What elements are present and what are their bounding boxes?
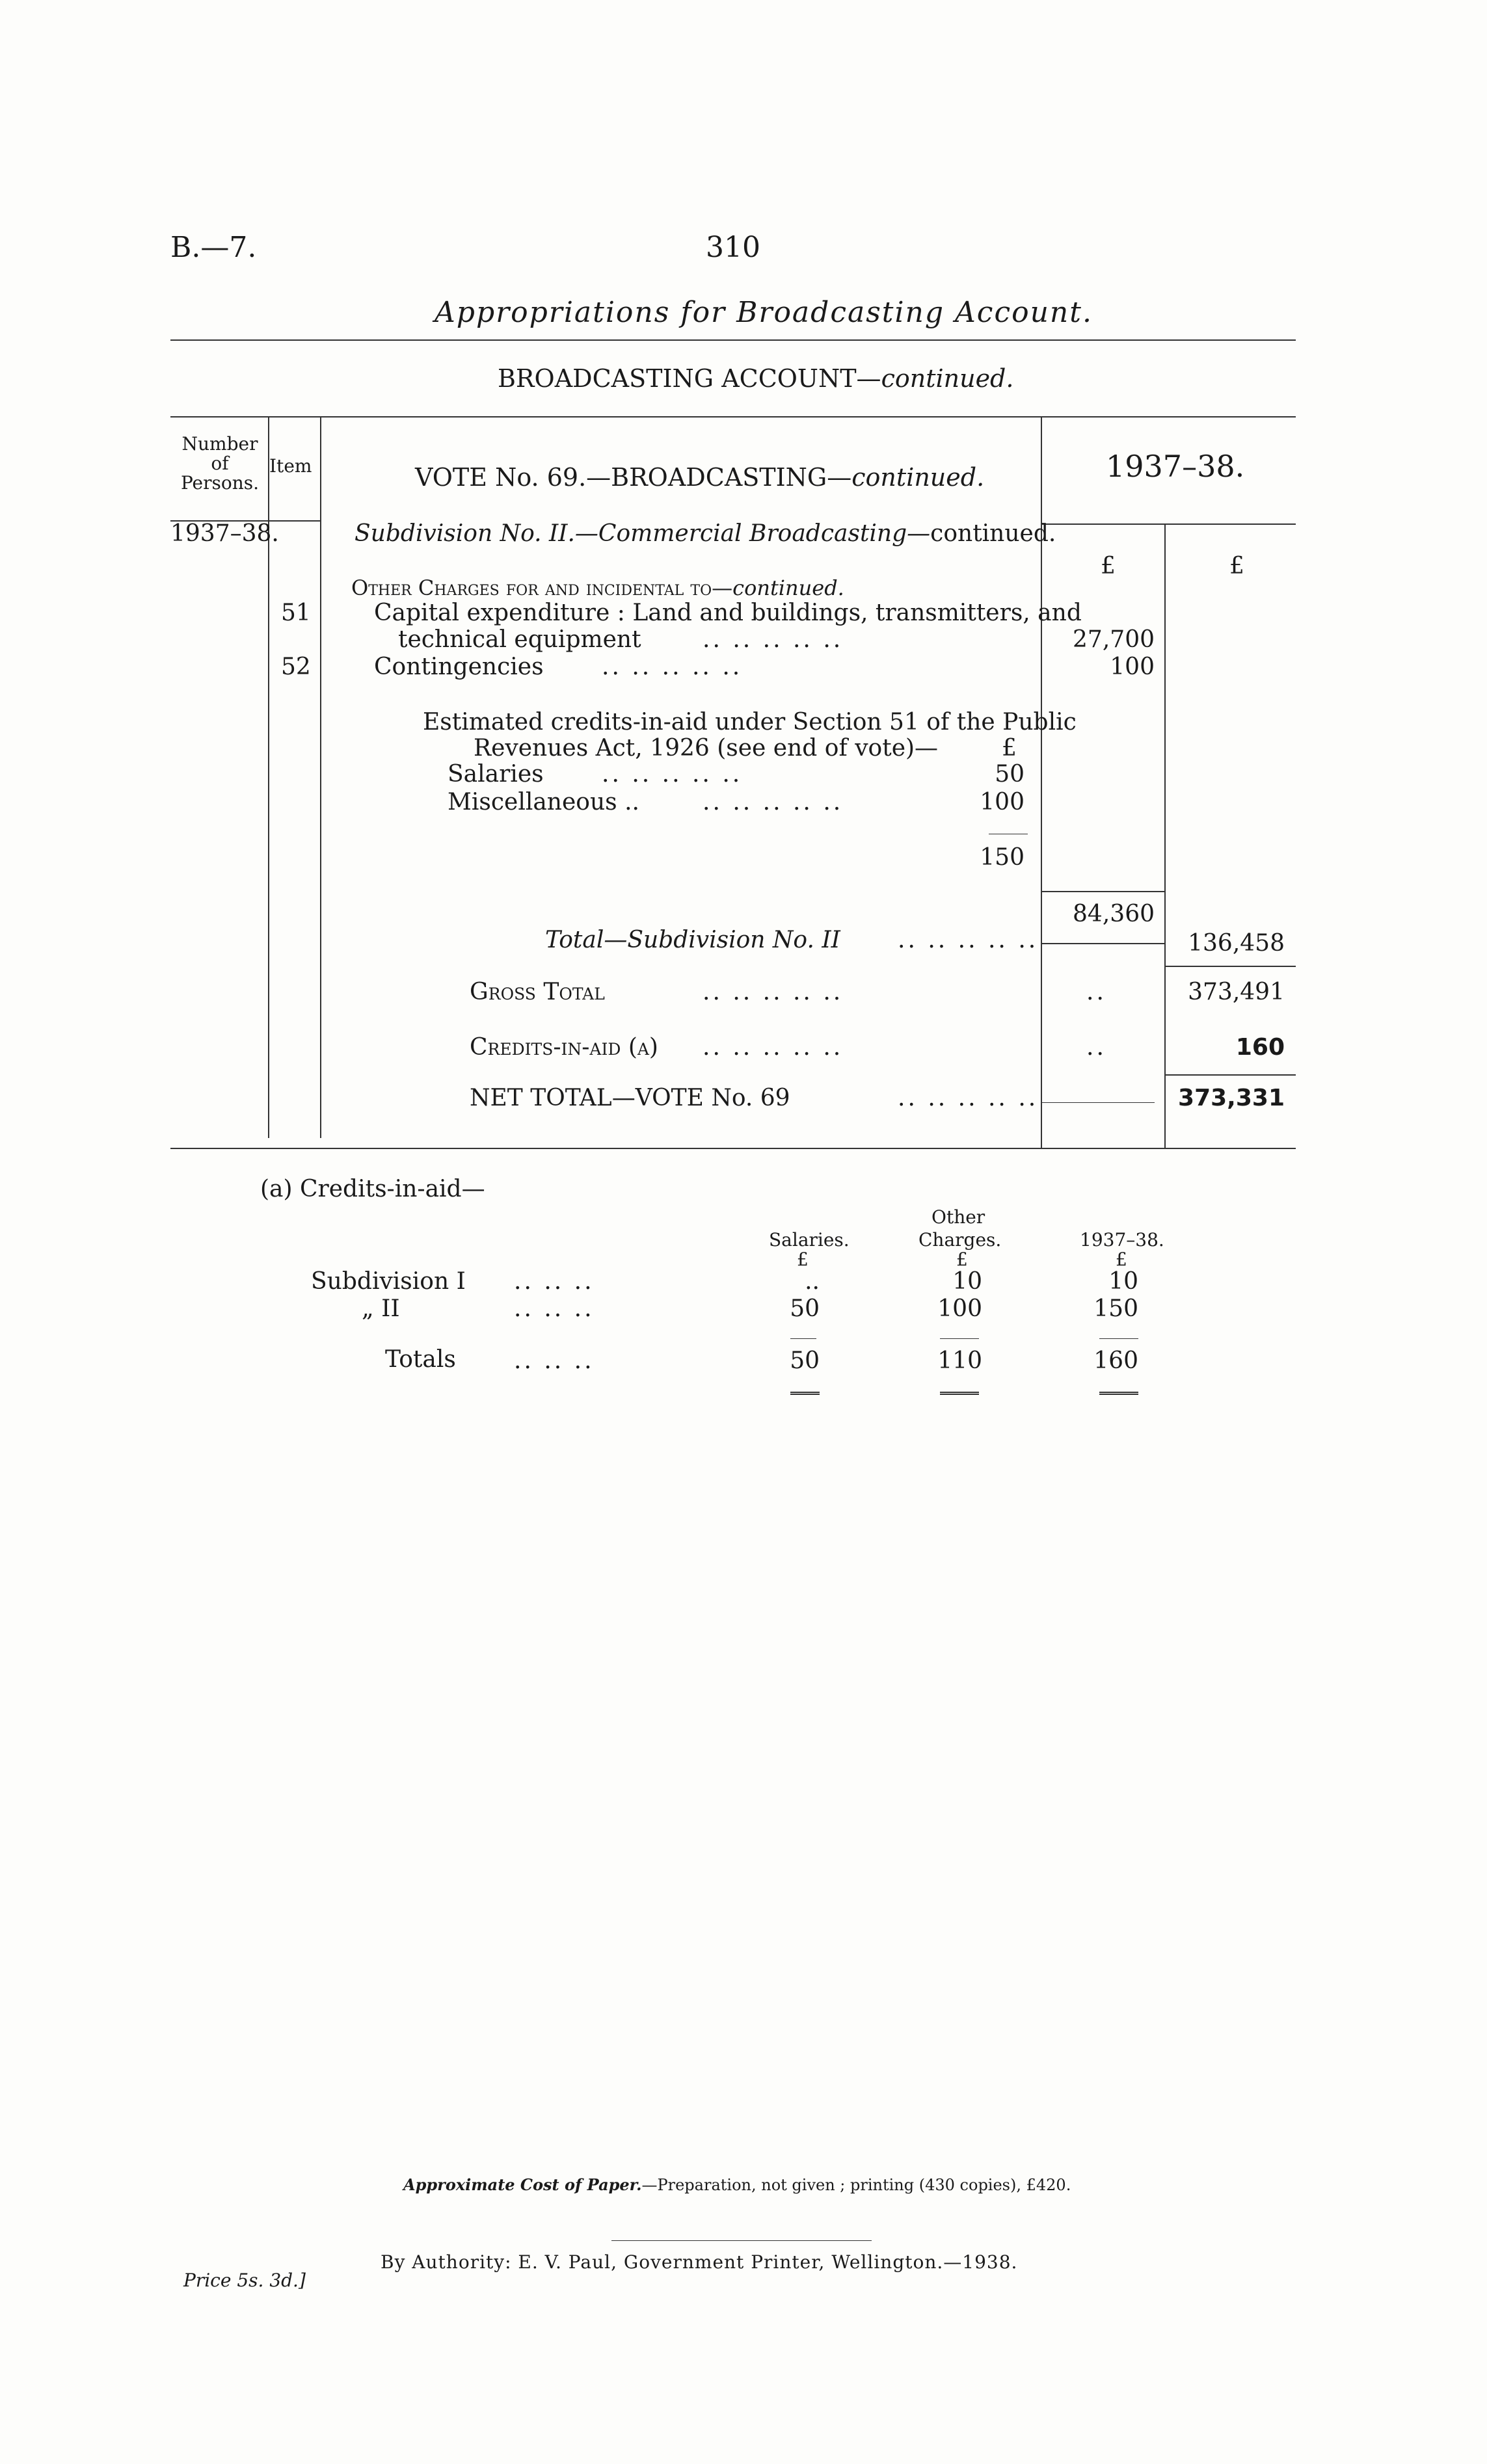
leader-dots: .. .. .. .. ..	[602, 654, 743, 680]
footnote-row-label: „ II	[362, 1295, 400, 1322]
item-description: Contingencies	[374, 654, 544, 680]
item-number: 51	[281, 600, 311, 626]
year-header-rule	[1041, 523, 1296, 525]
footnote-total-other: 110	[937, 1347, 982, 1374]
footnote-header-salaries: Salaries.	[769, 1229, 850, 1251]
leader-dots: .. .. ..	[514, 1268, 595, 1295]
gross-total-value: 373,491	[1188, 979, 1285, 1005]
footnote-cell-other: 100	[937, 1295, 982, 1322]
footnote-pound-other: £	[956, 1249, 968, 1270]
footnote-sum-rule	[1099, 1338, 1138, 1339]
total-subdivision-label: Total—Subdivision No. II	[545, 927, 840, 953]
account-heading	[498, 364, 1013, 393]
item-value: 27,700	[1073, 626, 1155, 653]
footnote-cell-year: 10	[1108, 1268, 1138, 1295]
subtotal-value: 84,360	[1073, 901, 1155, 927]
footnote-cell-year: 150	[1093, 1295, 1138, 1322]
gross-total-label: Gross Total	[470, 979, 605, 1005]
subdivision-title: Subdivision No. II.—Commercial Broadcasting—	[355, 520, 931, 547]
credits-total: 150	[980, 844, 1025, 871]
net-total-value: 373,331	[1178, 1085, 1285, 1111]
footnote-pound-salaries: £	[797, 1249, 809, 1270]
leader-dots: .. .. ..	[514, 1347, 595, 1374]
col-divider-amounts	[1164, 523, 1166, 1148]
other-charges-label: Other Charges for and incidental to—	[351, 576, 733, 600]
footer-rule	[611, 2240, 872, 2241]
footnote-pound-year: £	[1116, 1249, 1127, 1270]
credits-item-label: Miscellaneous ..	[448, 789, 639, 815]
credits-pound: £	[1002, 735, 1017, 762]
credits-rule	[1164, 1074, 1296, 1076]
leader-dots: .. .. .. .. ..	[898, 1085, 1039, 1111]
footnote-double-rule	[1099, 1392, 1138, 1395]
footnote-cell-other: 10	[952, 1268, 982, 1295]
authority-line: By Authority: E. V. Paul, Government Printer, Wellington.—1938.	[381, 2251, 1018, 2273]
leader-dots: .. .. .. .. ..	[703, 979, 844, 1005]
total-sub-rule	[1164, 966, 1296, 967]
footnote-double-rule	[790, 1392, 820, 1395]
cost-details: —Preparation, not given ; printing (430 copies), £420.	[641, 2176, 1071, 2194]
subdivision-continued: continued.	[930, 520, 1056, 547]
account-heading-continued: continued.	[881, 364, 1014, 393]
vote-title-main: VOTE No. 69.—BROADCASTING—	[415, 463, 852, 492]
credits-item-label: Salaries	[448, 761, 544, 788]
account-heading-main: BROADCASTING ACCOUNT—	[498, 364, 881, 393]
page-title: Appropriations for Broadcasting Account.	[435, 296, 1093, 329]
total-subdivision-value: 136,458	[1188, 930, 1285, 957]
other-charges-continued: continued.	[732, 576, 844, 600]
cost-of-paper	[403, 2175, 1071, 2194]
footnote-totals-label: Totals	[385, 1346, 456, 1373]
item-description: Capital expenditure : Land and buildings, transmitters, and	[374, 600, 1082, 626]
vote-title-continued: continued.	[851, 463, 985, 492]
price: Price 5s. 3d.]	[183, 2270, 306, 2291]
subtotal-rule-bottom	[1041, 943, 1164, 944]
leader-dots-amount: ..	[1086, 1034, 1106, 1061]
leader-dots-amount: ..	[1086, 979, 1106, 1005]
table-bottom-rule	[170, 1148, 1296, 1149]
leader-dots: .. .. .. .. ..	[602, 761, 743, 788]
year-header: 1937–38.	[1106, 449, 1245, 484]
credits-note-line1: Estimated credits-in-aid under Section 51 of the Public	[423, 709, 1077, 735]
leader-dots: .. .. .. .. ..	[703, 626, 844, 653]
credits-item-value: 50	[995, 761, 1025, 788]
title-rule	[170, 339, 1296, 341]
footnote-double-rule	[940, 1392, 979, 1395]
leader-dots: .. .. .. .. ..	[898, 927, 1039, 953]
other-charges-heading	[351, 576, 844, 600]
footnote-cell-salaries: 50	[790, 1295, 820, 1322]
item-number: 52	[281, 654, 311, 680]
pound-symbol-col2: £	[1229, 553, 1244, 579]
footnote-sum-rule	[790, 1338, 816, 1339]
persons-year: 1937–38.	[170, 520, 279, 547]
credits-note-line2: Revenues Act, 1926 (see end of vote)—	[474, 735, 939, 762]
pound-symbol-col1: £	[1101, 553, 1116, 579]
footnote-row-label: Subdivision I	[311, 1268, 466, 1295]
leader-dots: .. .. .. .. ..	[703, 789, 844, 815]
leader-dots: .. .. .. .. ..	[703, 1034, 844, 1061]
col-divider-item	[320, 416, 321, 1138]
vote-title	[415, 463, 984, 492]
item-description-cont: technical equipment	[398, 626, 641, 653]
col-header-persons: Number of Persons.	[180, 433, 260, 494]
item-value: 100	[1110, 654, 1155, 680]
net-total-label: NET TOTAL—VOTE No. 69	[470, 1085, 790, 1111]
subtotal-rule-top	[1041, 891, 1164, 892]
footnote-cell-salaries: ..	[805, 1268, 820, 1295]
footnote-header-other: Other	[931, 1206, 985, 1228]
footnote-title: (a) Credits-in-aid—	[260, 1176, 485, 1202]
page-number: 310	[706, 231, 760, 264]
subdivision-heading	[355, 520, 1056, 547]
footnote-sum-rule	[940, 1338, 979, 1339]
credits-in-aid-value: 160	[1235, 1034, 1285, 1061]
cost-label: Approximate Cost of Paper.	[403, 2175, 642, 2194]
col-header-item: Item	[269, 455, 312, 477]
footnote-total-year: 160	[1093, 1347, 1138, 1374]
credits-item-value: 100	[980, 789, 1025, 815]
leader-dots: .. .. ..	[514, 1295, 595, 1322]
footnote-header-year: 1937–38.	[1080, 1229, 1164, 1251]
page-reference: B.—7.	[170, 231, 257, 264]
net-total-dash	[1041, 1102, 1155, 1103]
footnote-header-charges: Charges.	[918, 1229, 1002, 1251]
credits-in-aid-label: Credits-in-aid (a)	[470, 1034, 658, 1061]
footnote-total-salaries: 50	[790, 1347, 820, 1374]
table-top-rule	[170, 416, 1296, 417]
